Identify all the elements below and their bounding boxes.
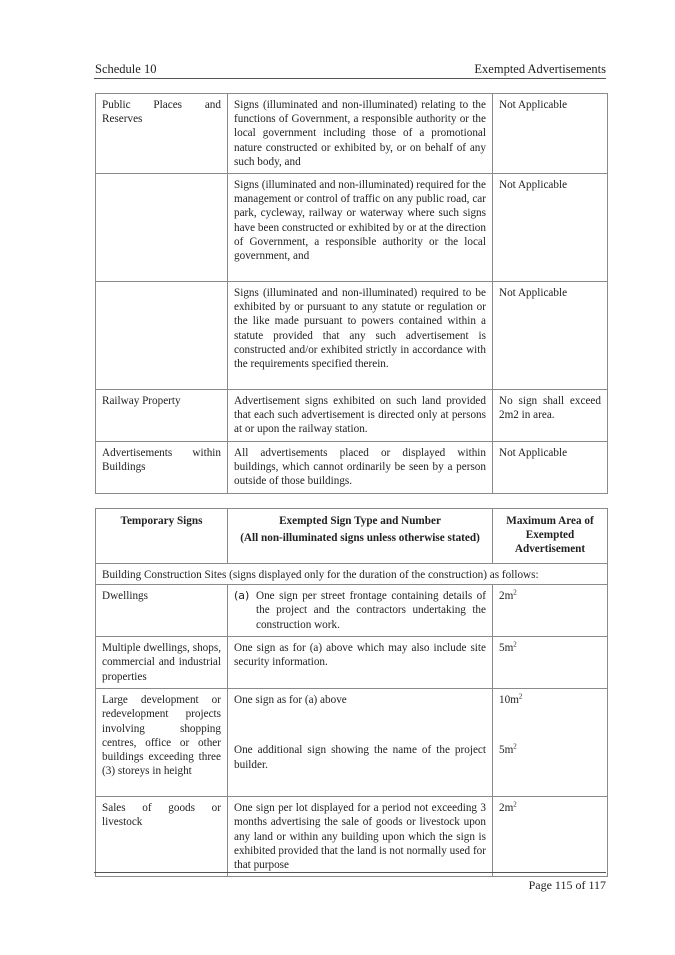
table-cell: Railway Property — [96, 390, 228, 442]
table-cell — [228, 585, 493, 637]
table-row — [96, 637, 608, 689]
table-row — [96, 689, 608, 797]
table-header-row — [96, 509, 608, 564]
area-unit-superscript: 2 — [518, 692, 523, 701]
section-heading: Building Construction Sites (signs displayed only for the duration of the construction) as follows: — [96, 564, 608, 585]
table-section-row — [96, 564, 608, 585]
table-cell: Public Places and Reserves — [96, 94, 228, 174]
table-cell: All advertisements placed or displayed within buildings, which cannot ordinarily be seen by a person outside of those buildings. — [228, 442, 493, 494]
table-cell: Signs (illuminated and non-illuminated) required to be exhibited by or pursuant to any statute or regulation or the like made pursuant to powers contained within a statute provided that any such advertisement is constructed and/or exhibited strictly in accordance with the requirements specified therein. — [228, 282, 493, 390]
table-cell: Advertisement signs exhibited on such land provided that each such advertisement is directed only at persons at or upon the railway station. — [228, 390, 493, 442]
table-cell: Not Applicable — [493, 282, 608, 390]
header-section-title: Exempted Advertisements — [474, 62, 606, 76]
table-cell — [228, 689, 493, 797]
table-cell: No sign shall exceed 2m2 in area. — [493, 390, 608, 442]
area-unit-superscript: 2 — [513, 588, 517, 597]
table-row — [96, 585, 608, 637]
table-cell: One sign per lot displayed for a period not exceeding 3 months advertising the sale of goods or livestock upon any land or within any building upon which the sign is exhibited provided that the land is not normally used for that purpose — [228, 797, 493, 877]
area-unit-superscript: 2 — [513, 742, 517, 751]
table-row — [96, 390, 608, 442]
table-cell: Large development or redevelopment projects involving shopping centres, office or other buildings exceeding three (3) storeys in height — [96, 689, 228, 797]
page-header — [94, 60, 606, 79]
table-cell: Sales of goods or livestock — [96, 797, 228, 877]
area-value: 5m — [499, 642, 514, 655]
area-value: 2m — [499, 802, 514, 815]
page-footer — [94, 872, 606, 892]
table-cell: Not Applicable — [493, 442, 608, 494]
table-cell: Multiple dwellings, shops, commercial and industrial properties — [96, 637, 228, 689]
area-unit-superscript: 2 — [513, 800, 517, 809]
table-cell: Signs (illuminated and non-illuminated) required for the management or control of traffic on any public road, car park, cycleway, railway or waterway where such signs have been constructed or exhibited by or at the direction of Government, a responsible authority or the local government, and — [228, 174, 493, 282]
item-text: One additional sign showing the name of the project builder. — [234, 744, 486, 771]
item-label: (a) — [234, 589, 250, 603]
table-cell: Dwellings — [96, 585, 228, 637]
table-cell — [493, 689, 608, 797]
table-row — [96, 442, 608, 494]
table-cell: Signs (illuminated and non-illuminated) relating to the functions of Government, a responsible authority or the local government including those of a promotional nature constructed or exhibited by, or on behalf of any such body, and — [228, 94, 493, 174]
column-header-subtitle: (All non-illuminated signs unless otherwise stated) — [240, 532, 480, 545]
table-row — [96, 282, 608, 390]
column-header: Temporary Signs — [96, 509, 228, 564]
item-text: One sign per street frontage containing details of the project and the contractors undertaking the construction work. — [256, 590, 486, 631]
table-cell — [96, 174, 228, 282]
table-cell — [96, 282, 228, 390]
area-value: 10m — [499, 694, 519, 707]
column-header: Maximum Area of Exempted Advertisement — [493, 509, 608, 564]
table-cell — [493, 585, 608, 637]
table-cell: One sign as for (a) above which may also include site security information. — [228, 637, 493, 689]
table-row — [96, 797, 608, 877]
table-row — [96, 94, 608, 174]
table-cell — [493, 637, 608, 689]
table-row — [96, 174, 608, 282]
header-schedule: Schedule 10 — [95, 62, 157, 76]
table-cell: Advertisements within Buildings — [96, 442, 228, 494]
area-value: 2m — [499, 590, 514, 603]
table-cell: Not Applicable — [493, 94, 608, 174]
page-number: Page 115 of 117 — [528, 878, 606, 892]
area-unit-superscript: 2 — [513, 640, 517, 649]
table-cell: Not Applicable — [493, 174, 608, 282]
item-text: One sign as for (a) above — [234, 694, 347, 707]
column-header-title: Exempted Sign Type and Number — [279, 515, 441, 527]
area-value: 5m — [499, 744, 514, 757]
temporary-signs-table — [95, 508, 608, 877]
exempted-signs-table — [95, 93, 608, 494]
column-header — [228, 509, 493, 564]
table-cell — [493, 797, 608, 877]
